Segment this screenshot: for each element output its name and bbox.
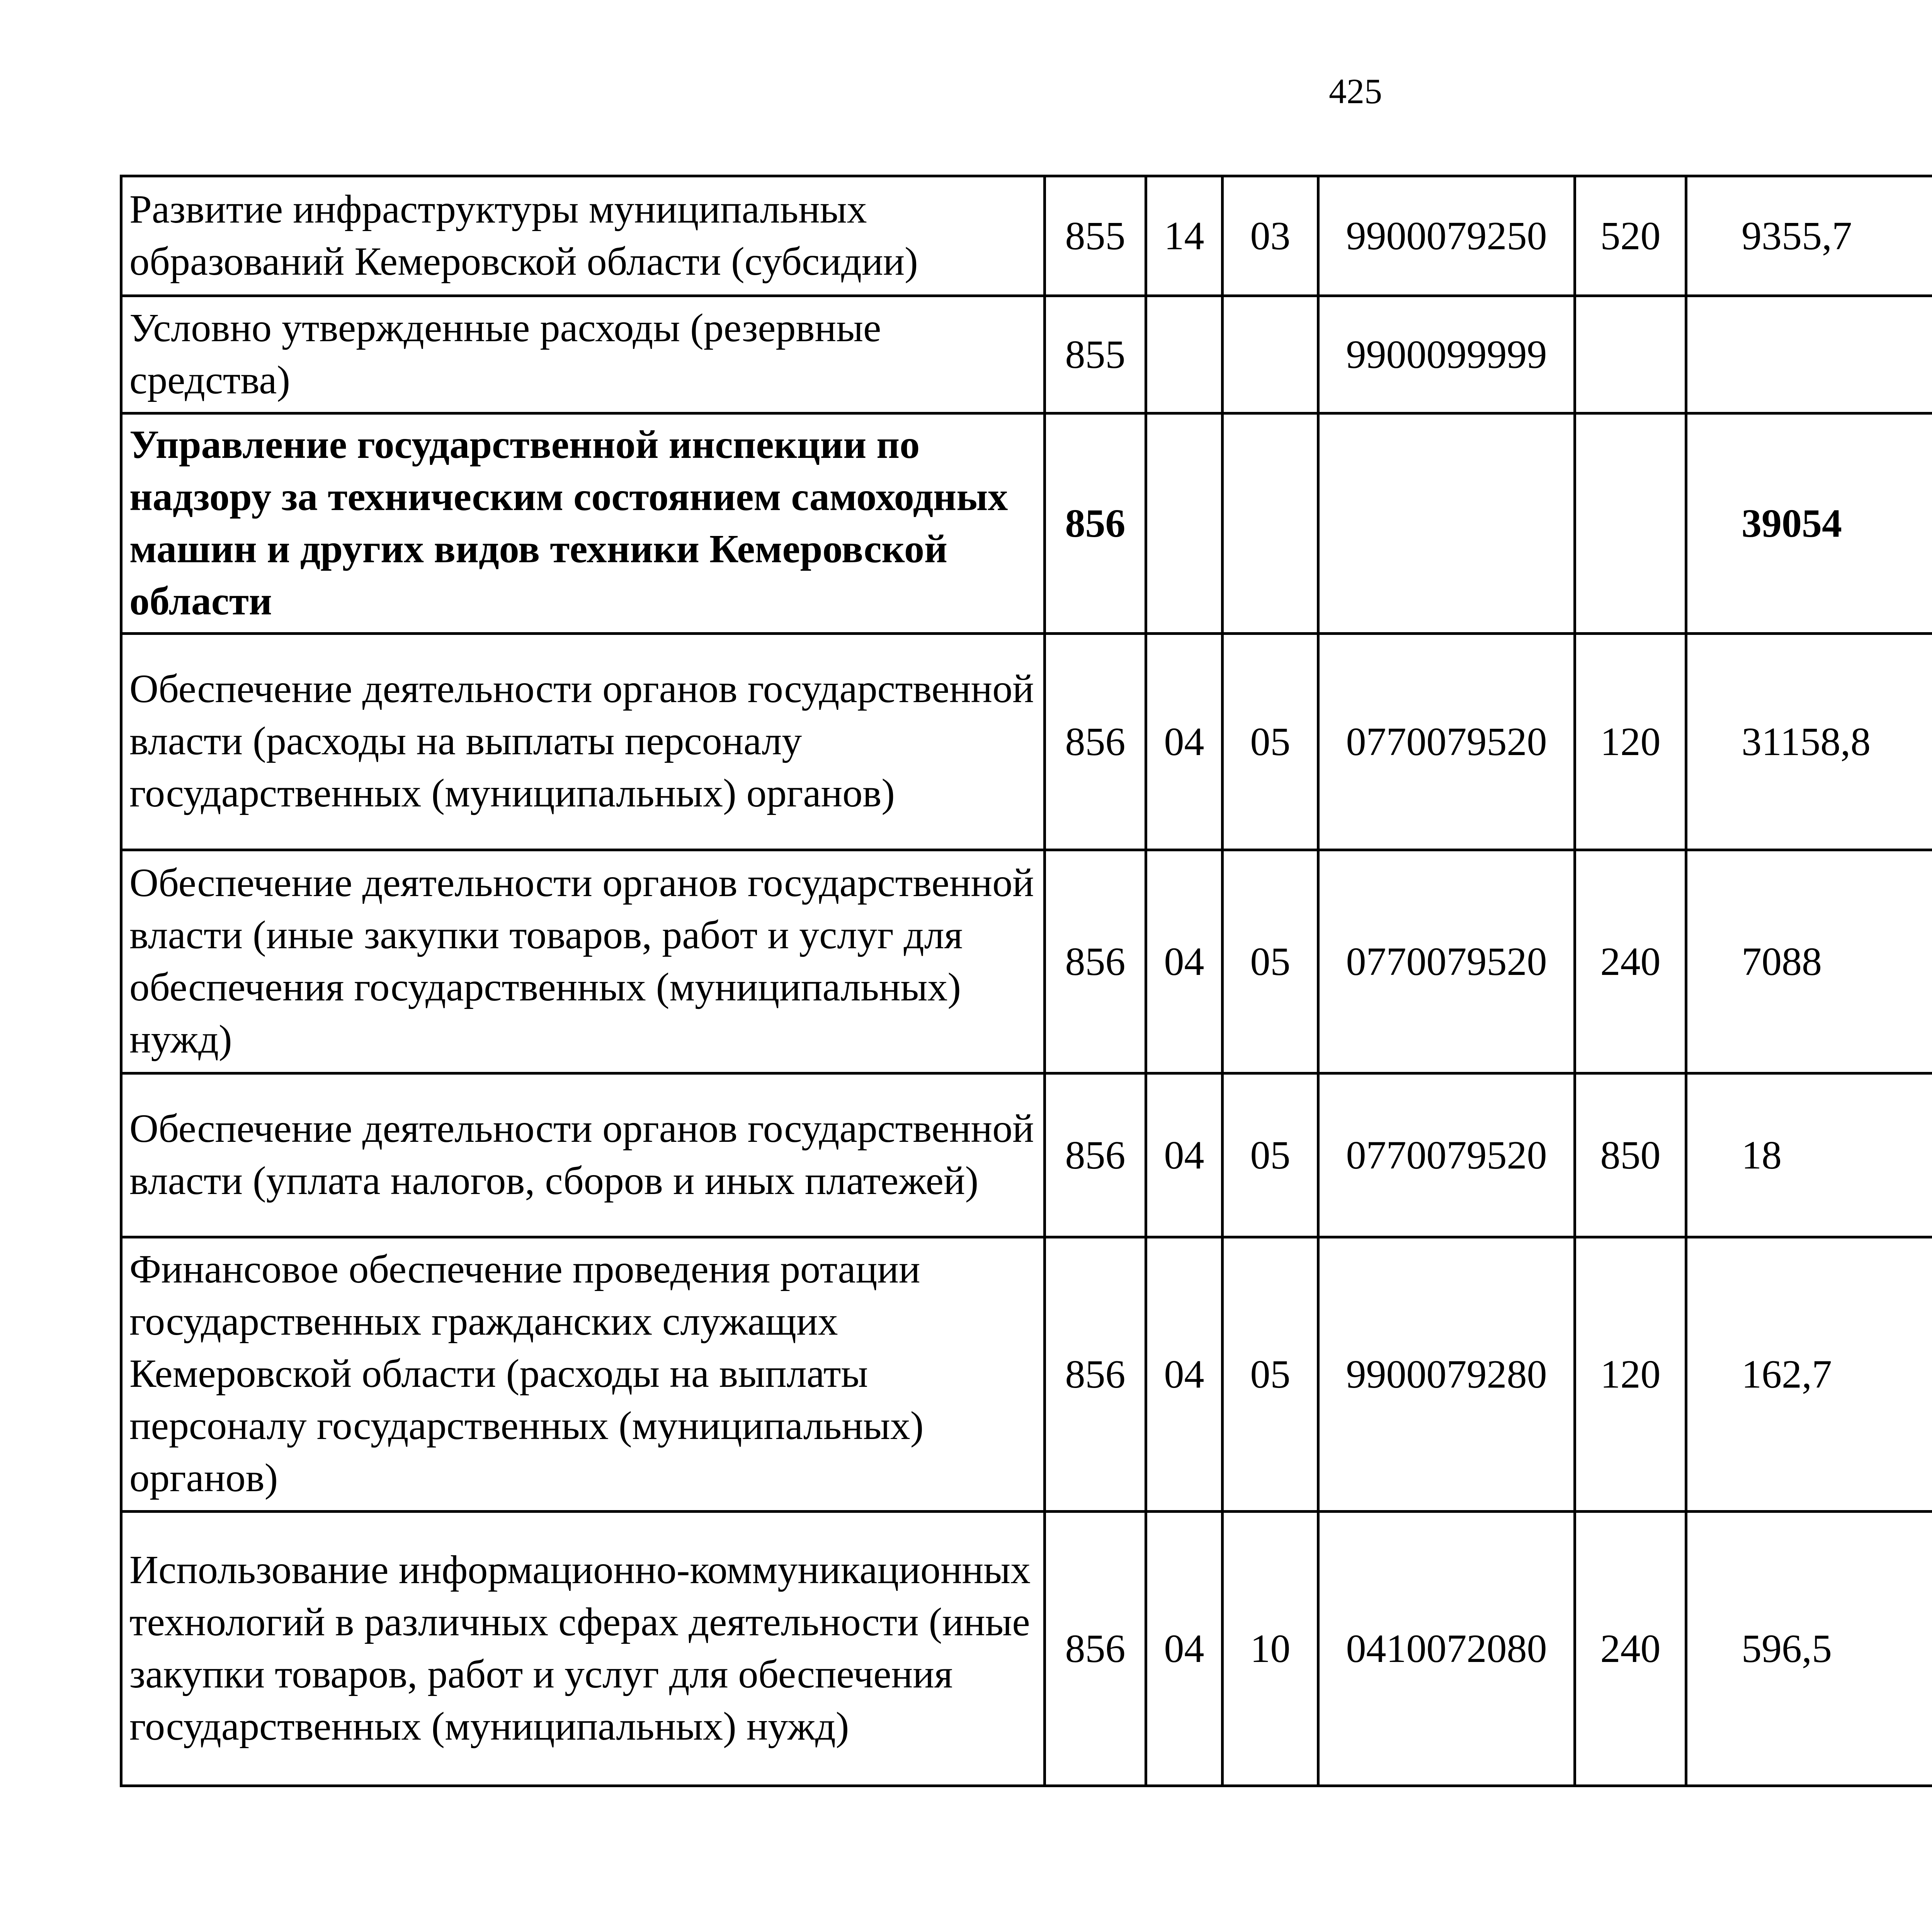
amount-year-1: 31158,8: [1686, 634, 1932, 850]
subsection-code: 10: [1223, 1512, 1318, 1786]
ved-code: 856: [1045, 1073, 1146, 1237]
subsection-code: [1223, 296, 1318, 413]
expense-type-code: 520: [1575, 176, 1686, 296]
target-item-code: 9900079250: [1318, 176, 1575, 296]
row-name: Развитие инфраструктуры муниципальных образований Кемеровской области (субсидии): [121, 176, 1045, 296]
amount-year-1: 7088: [1686, 850, 1932, 1073]
ved-code: 856: [1045, 634, 1146, 850]
amount-year-1: 39054: [1686, 413, 1932, 634]
target-item-code: 9900099999: [1318, 296, 1575, 413]
table-row: [121, 413, 1932, 634]
target-item-code: 9900079280: [1318, 1237, 1575, 1512]
section-code: 04: [1146, 850, 1223, 1073]
amount-year-1: 9355,7: [1686, 176, 1932, 296]
target-item-code: 0410072080: [1318, 1512, 1575, 1786]
ved-code: 856: [1045, 1237, 1146, 1512]
target-item-code: 0770079520: [1318, 850, 1575, 1073]
section-code: 04: [1146, 1237, 1223, 1512]
table-row: [121, 850, 1932, 1073]
subsection-code: 05: [1223, 1073, 1318, 1237]
subsection-code: 03: [1223, 176, 1318, 296]
section-code: [1146, 413, 1223, 634]
amount-year-1: 596,5: [1686, 1512, 1932, 1786]
target-item-code: 0770079520: [1318, 634, 1575, 850]
expense-type-code: 120: [1575, 1237, 1686, 1512]
amount-year-1: 18: [1686, 1073, 1932, 1237]
section-code: 04: [1146, 1073, 1223, 1237]
ved-code: 856: [1045, 850, 1146, 1073]
expense-type-code: [1575, 413, 1686, 634]
table-row: [121, 634, 1932, 850]
table-row: [121, 1512, 1932, 1786]
expense-type-code: 240: [1575, 850, 1686, 1073]
row-name: Обеспечение деятельности органов государственной власти (уплата налогов, сборов и иных платежей): [121, 1073, 1045, 1237]
budget-table: [120, 175, 1932, 1787]
expense-type-code: [1575, 296, 1686, 413]
subsection-code: 05: [1223, 634, 1318, 850]
ved-code: 856: [1045, 413, 1146, 634]
table-row: [121, 176, 1932, 296]
subsection-code: 05: [1223, 1237, 1318, 1512]
target-item-code: 0770079520: [1318, 1073, 1575, 1237]
table-row: [121, 296, 1932, 413]
page-number: 425: [1329, 71, 1382, 111]
row-name: Обеспечение деятельности органов государственной власти (расходы на выплаты персоналу государственных (муниципальных) органов): [121, 634, 1045, 850]
subsection-code: 05: [1223, 850, 1318, 1073]
ved-code: 856: [1045, 1512, 1146, 1786]
section-code: 14: [1146, 176, 1223, 296]
amount-year-1: [1686, 296, 1932, 413]
expense-type-code: 240: [1575, 1512, 1686, 1786]
table-row: [121, 1237, 1932, 1512]
expense-type-code: 120: [1575, 634, 1686, 850]
row-name: Использование информационно-коммуникационных технологий в различных сферах деятельности (иные закупки товаров, работ и услуг для обеспечения государственных (муниципальных) нужд): [121, 1512, 1045, 1786]
expense-type-code: 850: [1575, 1073, 1686, 1237]
amount-year-1: 162,7: [1686, 1237, 1932, 1512]
row-name: Условно утвержденные расходы (резервные средства): [121, 296, 1045, 413]
section-code: 04: [1146, 634, 1223, 850]
row-name: Управление государственной инспекции по надзору за техническим состоянием самоходных машин и других видов техники Кемеровской области: [121, 413, 1045, 634]
subsection-code: [1223, 413, 1318, 634]
target-item-code: [1318, 413, 1575, 634]
row-name: Обеспечение деятельности органов государственной власти (иные закупки товаров, работ и услуг для обеспечения государственных (муниципальных) нужд): [121, 850, 1045, 1073]
row-name: Финансовое обеспечение проведения ротации государственных гражданских служащих Кемеровской области (расходы на выплаты персоналу государственных (муниципальных) органов): [121, 1237, 1045, 1512]
ved-code: 855: [1045, 176, 1146, 296]
table-row: [121, 1073, 1932, 1237]
section-code: 04: [1146, 1512, 1223, 1786]
ved-code: 855: [1045, 296, 1146, 413]
section-code: [1146, 296, 1223, 413]
